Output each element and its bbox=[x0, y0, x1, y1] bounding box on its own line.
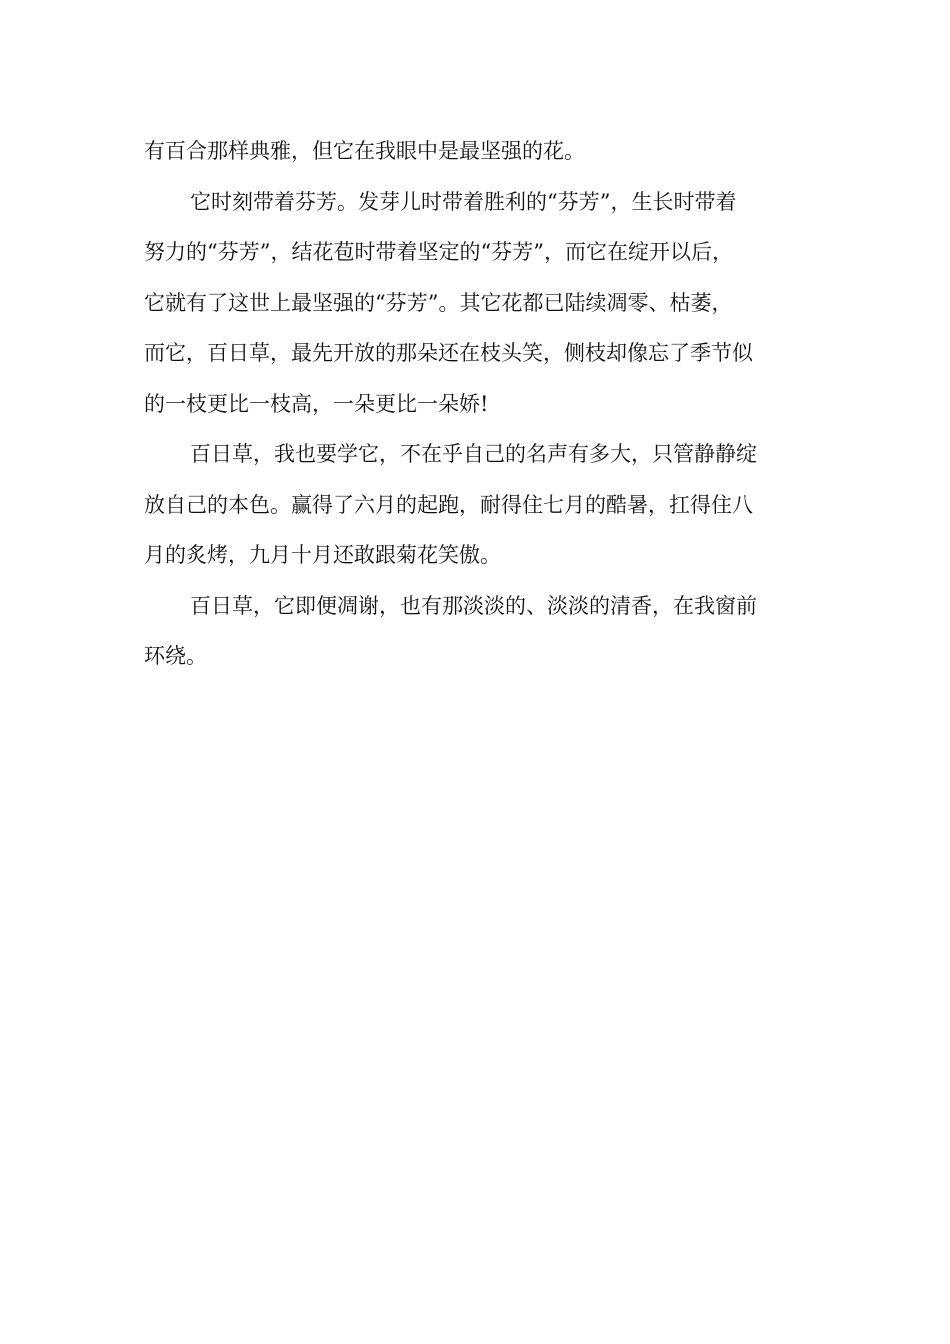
text-line: 有百合那样典雅，但它在我眼中是最坚强的花。 bbox=[144, 139, 585, 163]
text-line: 月的炙烤，九月十月还敢跟菊花笑傲。 bbox=[144, 543, 501, 567]
text-line: 它就有了这世上最坚强的“芬芳”。其它花都已陆续凋零、枯萎， bbox=[144, 290, 733, 315]
text-line: 努力的“芬芳”，结花苞时带着坚定的“芬芳”，而它在绽开以后， bbox=[144, 240, 733, 264]
paragraph-start-line: 它时刻带着芬芳。发芽儿时带着胜利的“芬芳”，生长时带着 bbox=[190, 189, 737, 214]
text-line: 放自己的本色。赢得了六月的起跑，耐得住七月的酷暑，扛得住八 bbox=[144, 492, 753, 517]
paragraph-start-line: 百日草，它即便凋谢，也有那淡淡的、淡淡的清香，在我窗前 bbox=[190, 593, 757, 618]
document-body bbox=[144, 126, 820, 682]
text-line: 环绕。 bbox=[144, 644, 207, 668]
text-line: 的一枝更比一枝高，一朵更比一朵娇! bbox=[144, 391, 489, 416]
text-line: 而它，百日草，最先开放的那朵还在枝头笑，侧枝却像忘了季节似 bbox=[144, 341, 753, 365]
paragraph-start-line: 百日草，我也要学它，不在乎自己的名声有多大，只管静静绽 bbox=[190, 442, 757, 466]
